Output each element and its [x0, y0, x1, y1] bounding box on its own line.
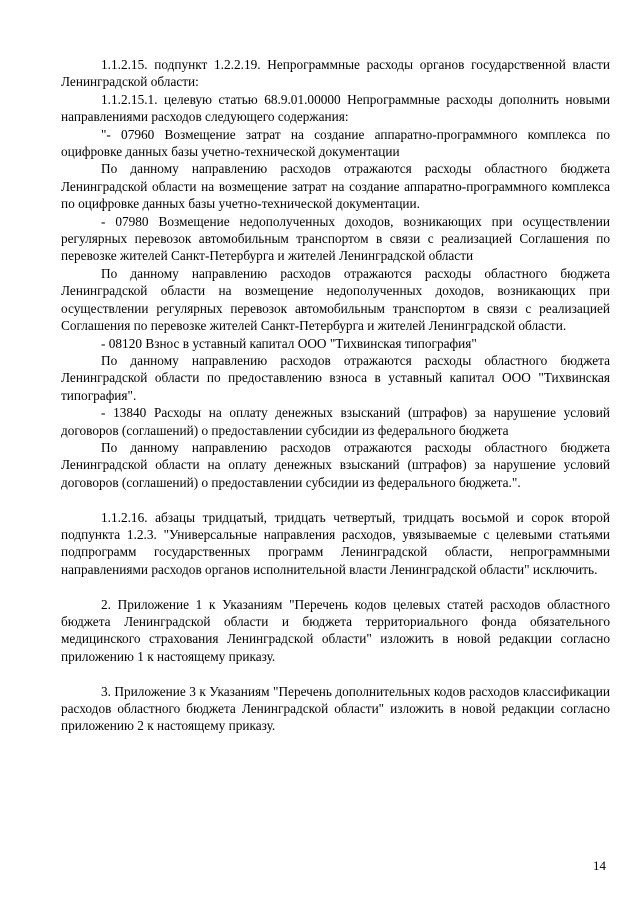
- document-body: [61, 56, 610, 735]
- paragraph-code-08120: - 08120 Взнос в уставный капитал ООО "Тихвинская типография": [101, 335, 477, 351]
- paragraph-code-07980: - 07980 Возмещение недополученных доходов, возникающих при осуществлении регулярных перевозок автомобильным транспортом в связи с реализацией Соглашения по перевозке жителей Санкт-Петербурга и жителей Ленинградской области: [61, 213, 610, 264]
- paragraph-code-08120-description: По данному направлению расходов отражаются расходы областного бюджета Ленинградской области по предоставлению взноса в уставный капитал ООО "Тихвинская типография".: [61, 352, 610, 403]
- paragraph-code-13840: - 13840 Расходы на оплату денежных взысканий (штрафов) за нарушение условий договоров (соглашений) о предоставлении субсидии из федерального бюджета: [61, 405, 610, 438]
- paragraph-subitem-1-1-2-16: 1.1.2.16. абзацы тридцатый, тридцать четвертый, тридцать восьмой и сорок второй подпункта 1.2.3. "Универсальные направления расходов, увязываемые с целевыми статьями подпрограмм государственных программ Ленинградской области, непрограммными направлениями расходов органов исполнительной власти Ленинградской области" исключить.: [61, 509, 610, 577]
- page-number: 14: [593, 858, 606, 873]
- paragraph-code-13840-description: По данному направлению расходов отражаются расходы областного бюджета Ленинградской области на оплату денежных взысканий (штрафов) за нарушение условий договоров (соглашений) о предоставлении субсидии из федерального бюджета.".: [61, 439, 610, 490]
- paragraph-code-07960: "- 07960 Возмещение затрат на создание аппаратно-программного комплекса по оцифровке данных базы учетно-технической документации: [61, 126, 610, 160]
- paragraph-item-2: 2. Приложение 1 к Указаниям "Перечень кодов целевых статей расходов областного бюджета Ленинградской области и бюджета территориального фонда обязательного медицинского страхования Ленинградской области" изложить в новой редакции согласно приложению 1 к настоящему приказу.: [61, 596, 610, 664]
- paragraph-item-3: 3. Приложение 3 к Указаниям "Перечень дополнительных кодов расходов классификации расходов областного бюджета Ленинградской области" изложить в новой редакции согласно приложению 2 к настоящему приказу.: [61, 683, 610, 734]
- paragraph-subitem-1-1-2-15: 1.1.2.15. подпункт 1.2.2.19. Непрограммные расходы органов государственной власти Ленинградской области:: [61, 57, 610, 90]
- paragraph-code-07960-description: По данному направлению расходов отражаются расходы областного бюджета Ленинградской области на возмещение затрат на создание аппаратно-программного комплекса по оцифровке данных базы учетно-технической документации.: [61, 161, 610, 212]
- paragraph-subitem-1-1-2-15-1: 1.1.2.15.1. целевую статью 68.9.01.00000 Непрограммные расходы дополнить новыми направлениями расходов следующего содержания:: [61, 91, 610, 125]
- paragraph-code-07980-description: По данному направлению расходов отражаются расходы областного бюджета Ленинградской области на возмещение недополученных доходов, возникающих при осуществлении регулярных перевозок автомобильным транспортом в связи с реализацией Соглашения по перевозке жителей Санкт-Петербурга и жителей Ленинградской области.: [61, 265, 610, 334]
